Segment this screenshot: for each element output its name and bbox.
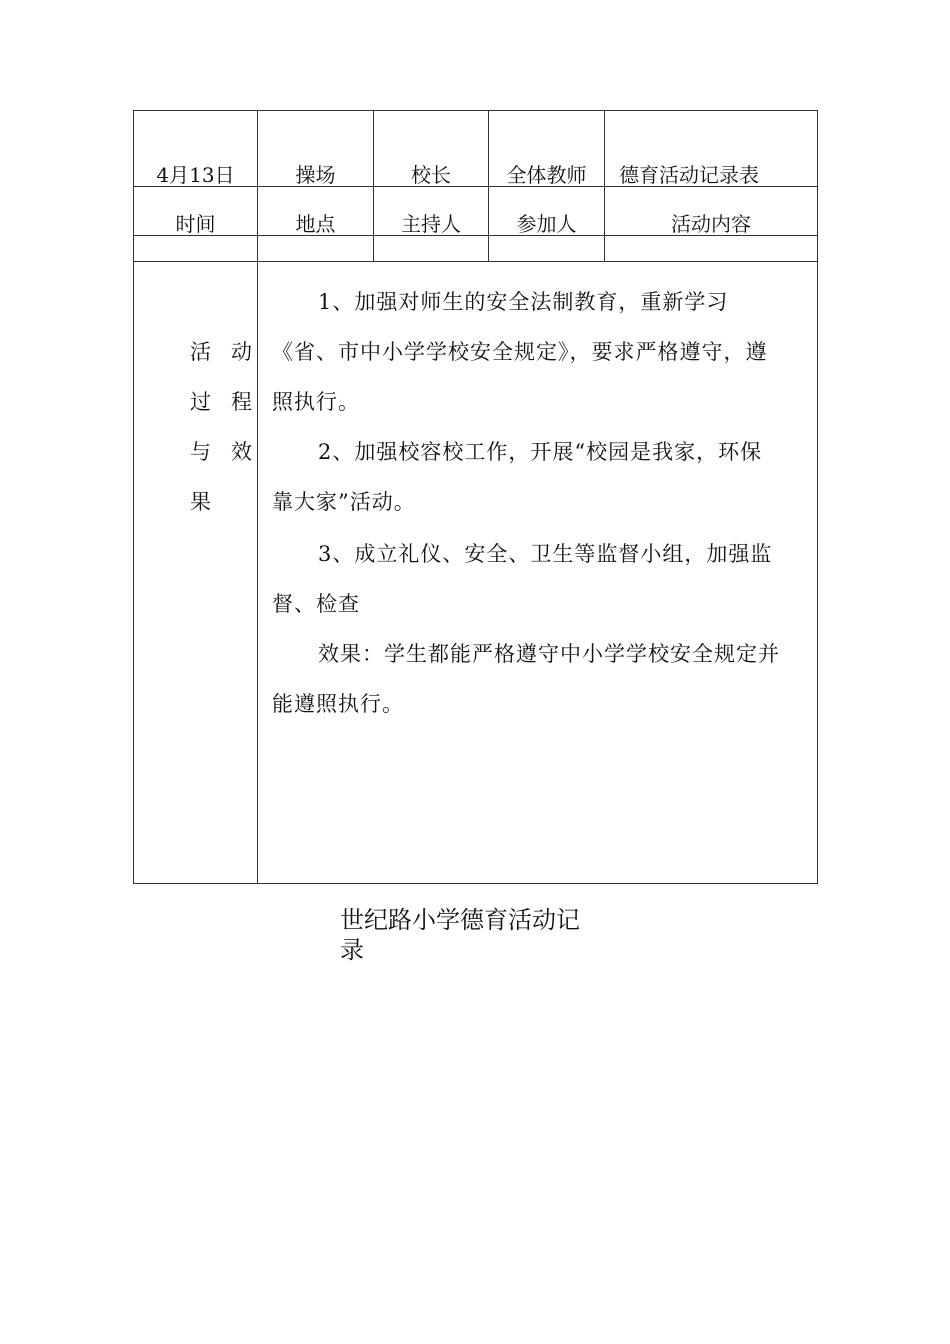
label-content: 活动内容 [671,212,751,236]
grid-line-col4 [604,110,605,262]
label-participants: 参加人 [516,212,577,236]
paragraph-line: 3、成立礼仪、安全、卫生等监督小组，加强监 [318,542,773,566]
cell-form-title: 德育活动记录表 [619,163,759,187]
grid-line-top [133,110,818,111]
label-time: 时间 [175,212,216,236]
side-char: 效 [231,440,252,464]
paragraph-line: 靠大家”活动。 [272,490,416,514]
paragraph-line: 督、检查 [272,592,360,616]
cell-host: 校长 [411,163,451,187]
grid-line-right [817,110,818,884]
paragraph-line: 能遵照执行。 [272,692,404,716]
label-place: 地点 [295,212,336,236]
paragraph-line: 《省、市中小学学校安全规定》，要求严格遵守，遵 [272,340,768,364]
paragraph-line: 2、加强校容校工作，开展“校园是我家，环保 [318,440,763,464]
side-char: 过 [190,390,211,414]
cell-date: 4月13日 [156,163,235,187]
side-char: 果 [190,490,211,514]
grid-line-row3-bottom [133,261,818,262]
label-host: 主持人 [401,212,461,236]
side-char: 动 [231,340,252,364]
cell-participants: 全体教师 [506,163,587,187]
grid-line-bottom [133,883,818,884]
paragraph-line: 效果：学生都能严格遵守中小学学校安全规定并 [318,642,780,666]
side-char: 与 [190,440,211,464]
side-char: 活 [190,340,211,364]
side-char: 程 [231,390,252,414]
paragraph-line: 照执行。 [272,390,360,414]
footer-title: 世纪路小学德育活动记录 [340,906,580,964]
paragraph-line: 1、加强对师生的安全法制教育，重新学习 [318,290,729,314]
cell-place: 操场 [295,163,336,187]
